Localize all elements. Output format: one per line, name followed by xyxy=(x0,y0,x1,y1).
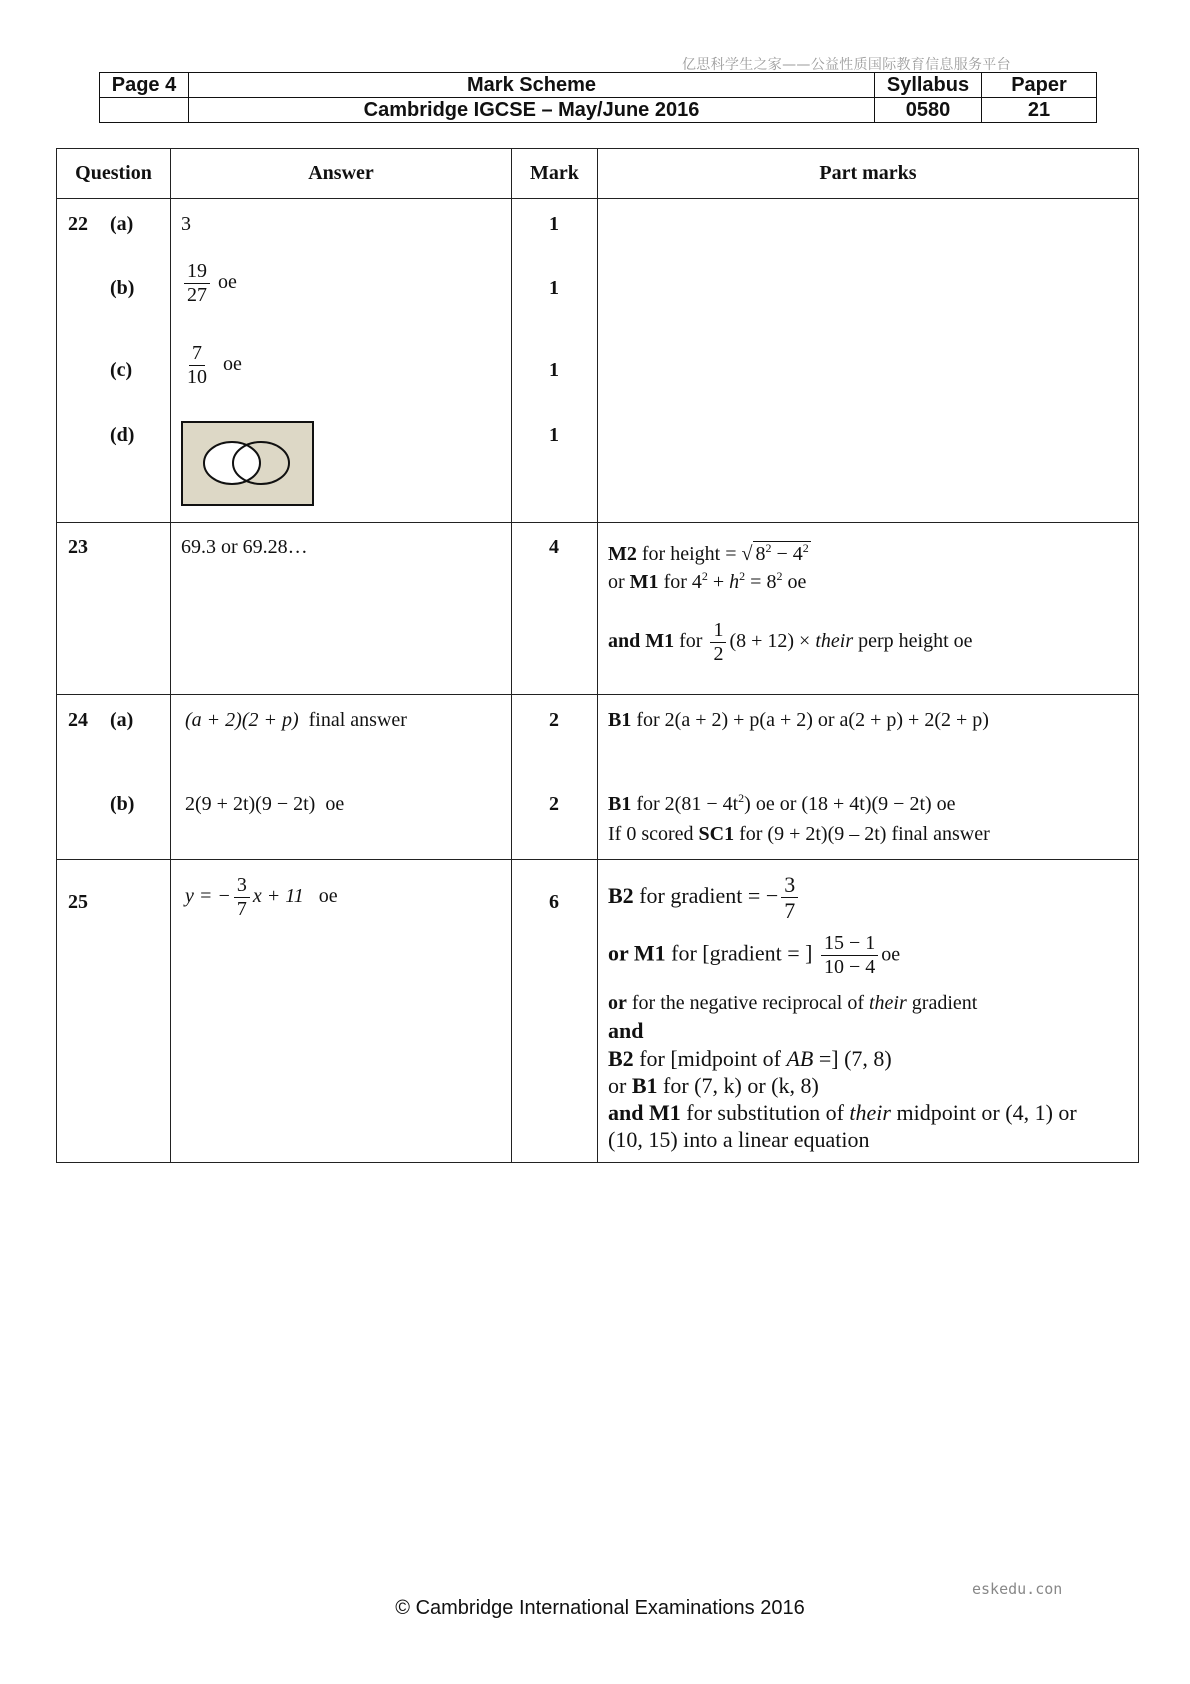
q24a-part: (a) xyxy=(110,709,134,731)
q22c-denominator: 10 xyxy=(187,366,207,388)
q25-line6 xyxy=(608,1073,819,1099)
q25-line1 xyxy=(608,872,801,924)
q23-line3 xyxy=(608,619,973,666)
q22b-numerator: 19 xyxy=(184,260,210,284)
col-answer: Answer xyxy=(171,149,512,199)
q24b-suffix: oe xyxy=(325,793,345,815)
q25-answer xyxy=(185,874,338,921)
q24a-expression: (a + 2)(2 + p) xyxy=(185,709,299,731)
q24a-suffix: final answer xyxy=(308,709,407,731)
q23-half-den: 2 xyxy=(713,643,724,665)
q24a-pm-text: for 2(a + 2) + p(a + 2) or a(2 + p) + 2(2 + p) xyxy=(636,709,989,731)
site-watermark: eskedu.con xyxy=(972,1580,1063,1598)
q24a-part-marks xyxy=(608,709,989,732)
column-headers xyxy=(57,149,1139,199)
q23-exp: 2 xyxy=(765,541,772,555)
q23-exp: 2 xyxy=(802,541,809,555)
q23-for: for xyxy=(679,630,703,653)
q24b-pm1-pre: for 2(81 − 4t xyxy=(636,793,739,815)
watermark-text: 亿思科学生之家——公益性质国际教育信息服务平台 xyxy=(682,57,1011,73)
header-empty-cell xyxy=(100,98,189,123)
q22d-part: (d) xyxy=(110,424,135,446)
q25-answer-den: 7 xyxy=(236,898,247,920)
q25-l2-num: 15 − 1 xyxy=(821,932,878,956)
q25-l2-text: for [gradient = ] xyxy=(671,940,813,966)
q22-mark-cell xyxy=(512,199,598,523)
header-subtitle: Cambridge IGCSE – May/June 2016 xyxy=(189,98,875,123)
q25-part-marks-cell xyxy=(598,860,1139,1163)
q25-line3 xyxy=(608,992,977,1015)
q24b-mark: 2 xyxy=(549,793,559,815)
q25-number: 25 xyxy=(68,891,88,913)
q25-mark-cell xyxy=(512,860,598,1163)
q23-their: their xyxy=(815,630,854,653)
col-mark: Mark xyxy=(512,149,598,199)
q25-answer-suffix: oe xyxy=(318,885,338,908)
q25-mark: 6 xyxy=(549,891,559,913)
q25-l7-text: for substitution of xyxy=(686,1100,844,1125)
table-row-q22 xyxy=(57,199,1139,523)
q22-part-marks-cell xyxy=(598,199,1139,523)
q23-half-num: 1 xyxy=(710,619,726,643)
q23-number: 23 xyxy=(68,536,88,558)
q24-answer-cell xyxy=(171,695,512,860)
q23-mark-cell xyxy=(512,523,598,695)
q23-m2-text: for height = xyxy=(641,543,737,565)
q24b-answer xyxy=(185,793,344,816)
q23-oe: oe xyxy=(787,571,807,593)
q25-l6-b1: B1 xyxy=(631,1073,658,1098)
q23-eq: = 8 xyxy=(750,571,777,593)
q25-answer-pre: y = − xyxy=(185,885,231,908)
q25-l5-tail: =] (7, 8) xyxy=(818,1046,892,1071)
q23-answer: 69.3 or 69.28… xyxy=(181,536,308,558)
q23-part-marks-cell xyxy=(598,523,1139,695)
q22b-part: (b) xyxy=(110,277,135,299)
q23-line1: M2 for height = √ $8^2 - 4^2$ xyxy=(608,541,809,565)
q25-l7-tail: midpoint or (4, 1) or xyxy=(896,1100,1077,1125)
q24-number: 24 xyxy=(68,709,88,731)
q24b-b1: B1 xyxy=(608,793,632,815)
q23-h: h xyxy=(729,571,740,593)
q23-sqrt-b: 4 xyxy=(792,543,803,565)
q23-exp: 2 xyxy=(701,569,708,583)
q25-l2-den: 10 − 4 xyxy=(823,956,876,978)
q22c-mark: 1 xyxy=(549,359,559,381)
q23-mark: 4 xyxy=(549,536,559,558)
q22a-mark: 1 xyxy=(549,213,559,235)
q23-question-cell xyxy=(57,523,171,695)
q25-line4: and xyxy=(608,1018,644,1043)
q22b-suffix: oe xyxy=(218,271,237,294)
q22c-suffix: oe xyxy=(223,353,242,376)
q24b-part: (b) xyxy=(110,793,135,815)
q24-part-marks-cell xyxy=(598,695,1139,860)
q23-m1-text: for 4 xyxy=(663,571,702,593)
q24b-part-marks-line1: B1 for $2(81 - 4t^2)$ oe or (18 + 4t)(9 − 2t) oe xyxy=(608,791,956,815)
q23-exp: 2 xyxy=(739,569,746,583)
q22-question-cell xyxy=(57,199,171,523)
q22-answer-cell xyxy=(171,199,512,523)
q25-l7-their: their xyxy=(849,1100,891,1125)
q23-m2: M2 xyxy=(608,543,637,565)
q22-number: 22 xyxy=(68,213,88,235)
col-question: Question xyxy=(57,149,171,199)
q25-l5-b2: B2 xyxy=(608,1046,634,1071)
document-header xyxy=(99,72,1097,123)
q23-line2: or M1 for $4^2 + h^2 = 8^2$ oe xyxy=(608,569,807,593)
copyright-footer: © Cambridge International Examinations 2016 xyxy=(395,1597,805,1619)
q24b-pm1-post: ) oe or (18 + 4t)(9 − 2t) oe xyxy=(744,793,956,815)
q23-and-m1: and M1 xyxy=(608,630,675,653)
table-row-q23 xyxy=(57,523,1139,695)
q23-bracket: (8 + 12) × xyxy=(729,630,811,653)
q22c-numerator: 7 xyxy=(189,342,205,366)
q25-answer-cell xyxy=(171,860,512,1163)
q25-l1-den: 7 xyxy=(784,898,796,924)
paper-label: Paper xyxy=(982,73,1097,98)
header-title: Mark Scheme xyxy=(189,73,875,98)
table-row-q24 xyxy=(57,695,1139,860)
q25-line8: (10, 15) into a linear equation xyxy=(608,1127,870,1152)
q24-mark-cell xyxy=(512,695,598,860)
q25-l1-text: for gradient = − xyxy=(639,882,779,908)
q23-tail: perp height oe xyxy=(858,630,973,653)
q22a-part: (a) xyxy=(110,213,134,235)
syllabus-label: Syllabus xyxy=(875,73,982,98)
q25-answer-num: 3 xyxy=(234,874,250,898)
q23-m1: M1 xyxy=(629,571,659,593)
q22b-denominator: 27 xyxy=(187,284,207,306)
q25-l2-or-m1: or M1 xyxy=(608,940,666,966)
q22c-part: (c) xyxy=(110,359,133,381)
q25-l6-or: or xyxy=(608,1073,627,1098)
q25-l6-text: for (7, k) or (k, 8) xyxy=(663,1073,819,1098)
q24b-expression: 2(9 + 2t)(9 − 2t) xyxy=(185,793,316,815)
q25-l3-text: for the negative reciprocal of xyxy=(631,992,864,1014)
q24b-pm2-pre: If 0 scored xyxy=(608,823,694,845)
q24a-mark: 2 xyxy=(549,709,559,731)
q22b-answer xyxy=(181,260,237,307)
q22d-mark: 1 xyxy=(549,424,559,446)
q25-l1-num: 3 xyxy=(781,872,798,898)
q24b-part-marks-line2 xyxy=(608,823,990,846)
col-part-marks: Part marks xyxy=(598,149,1139,199)
q22a-answer: 3 xyxy=(181,213,191,235)
venn-diagram-icon xyxy=(181,421,314,506)
table-row-q25 xyxy=(57,860,1139,1163)
q23-answer-cell xyxy=(171,523,512,695)
q24a-b1: B1 xyxy=(608,709,632,731)
q24-question-cell xyxy=(57,695,171,860)
syllabus-code: 0580 xyxy=(875,98,982,123)
q25-l3-their: their xyxy=(869,992,907,1014)
q25-l2-oe: oe xyxy=(881,943,901,966)
q23-sqrt-a: 8 xyxy=(755,543,766,565)
q22b-mark: 1 xyxy=(549,277,559,299)
q22c-answer xyxy=(181,342,242,389)
q25-l5-text: for [midpoint of xyxy=(639,1046,781,1071)
q25-l3-or: or xyxy=(608,992,627,1014)
q24b-pm2-post: for (9 + 2t)(9 – 2t) final answer xyxy=(739,823,990,845)
q25-question-cell xyxy=(57,860,171,1163)
q24b-sc1: SC1 xyxy=(698,823,735,845)
paper-number: 21 xyxy=(982,98,1097,123)
q25-l5-ab: AB xyxy=(786,1046,814,1071)
q24a-answer xyxy=(185,709,407,732)
q23-exp: 2 xyxy=(776,569,783,583)
mark-scheme-table xyxy=(56,148,1139,1163)
q25-answer-post: x + 11 xyxy=(252,885,304,908)
q25-l3-tail: gradient xyxy=(911,992,978,1014)
q25-l1-b2: B2 xyxy=(608,882,634,908)
q25-l7-and-m1: and M1 xyxy=(608,1100,681,1125)
q25-line2 xyxy=(608,932,900,979)
page-label: Page 4 xyxy=(100,73,189,98)
q25-line5 xyxy=(608,1046,892,1072)
q23-or: or xyxy=(608,571,625,593)
q25-line7 xyxy=(608,1100,1077,1126)
